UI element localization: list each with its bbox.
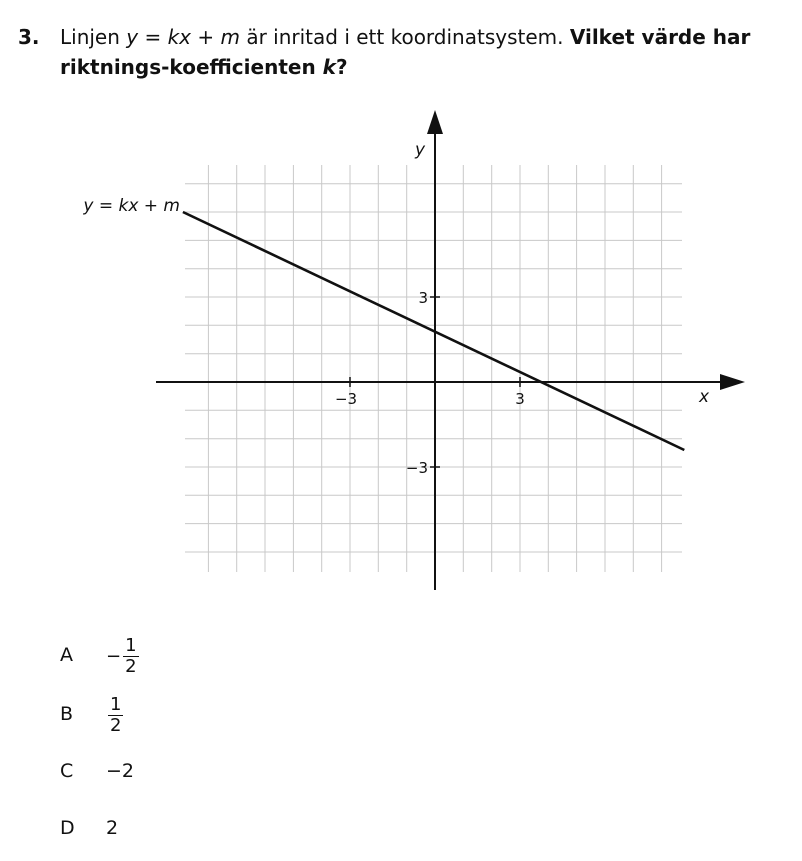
- option-b-letter: B: [60, 703, 74, 725]
- option-a-sign: −: [106, 646, 122, 667]
- graph-line: [183, 212, 684, 450]
- question-bold-suffix: ?: [335, 55, 348, 79]
- y-axis-label: y: [414, 140, 426, 160]
- option-b-fraction: [108, 695, 123, 736]
- grid: [185, 165, 682, 572]
- x-axis-label: x: [698, 387, 710, 407]
- question-bold-variable: k: [322, 55, 336, 79]
- x-tick-neg-label: −3: [334, 390, 358, 408]
- coordinate-graph: [0, 100, 802, 600]
- option-a-numerator: 1: [125, 635, 137, 656]
- option-b-value: [106, 695, 123, 736]
- question-intro-suffix: är inritad i ett koordinatsystem.: [239, 25, 570, 49]
- option-d-letter: D: [60, 817, 75, 839]
- x-axis-arrow: [720, 374, 745, 390]
- question-equation: y = kx + m: [126, 25, 240, 49]
- option-c-value: −2: [106, 760, 135, 782]
- option-b-denominator: 2: [110, 715, 122, 736]
- option-a-fraction: [123, 636, 138, 677]
- question-intro-prefix: Linjen: [60, 25, 127, 49]
- question-number: 3.: [18, 25, 40, 49]
- option-d-value: 2: [106, 817, 119, 839]
- question-text: [60, 22, 795, 82]
- question-bold-prefix: Vilket värde har riktnings-koefficienten: [60, 25, 751, 79]
- option-a-letter: A: [60, 644, 73, 666]
- option-c-letter: C: [60, 760, 74, 782]
- y-axis-arrow: [427, 110, 443, 134]
- line-label: y = kx + m: [83, 196, 180, 216]
- option-a-value: [106, 636, 139, 677]
- option-a-denominator: 2: [125, 656, 137, 677]
- y-tick-pos-label: 3: [418, 289, 428, 307]
- option-b-numerator: 1: [110, 694, 122, 715]
- x-tick-pos-label: 3: [515, 390, 525, 408]
- y-tick-neg-label: −3: [405, 459, 428, 477]
